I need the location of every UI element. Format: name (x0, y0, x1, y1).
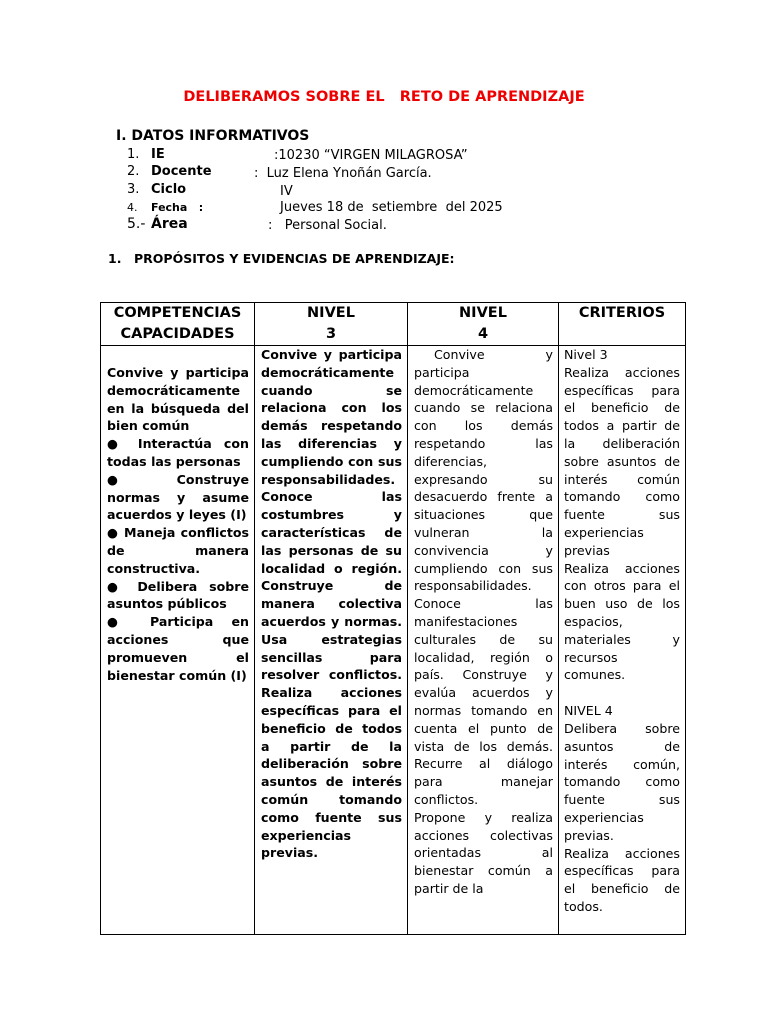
header-line: NIVEL (307, 305, 355, 321)
criterio-heading: Nivel 3 (564, 347, 608, 362)
criterio-text: Realiza acciones específicas para el beneficio de todos. (564, 845, 680, 914)
header-nivel-4 (408, 303, 559, 346)
capacidad-item: ● Participa en acciones que promueven el bienestar común (I) (107, 614, 249, 683)
info-number: 2. (127, 164, 140, 179)
section-propositos (108, 251, 455, 266)
section-label: PROPÓSITOS Y EVIDENCIAS DE APRENDIZAJE: (134, 251, 455, 266)
capacidad-item: ● Delibera sobre asuntos públicos (107, 578, 249, 612)
cell-criterios (559, 346, 686, 935)
competencia-text: Convive y participa democráticamente en la búsqueda del bien común (107, 365, 249, 434)
info-row-ciclo (127, 182, 186, 197)
section-datos-informativos: I. DATOS INFORMATIVOS (116, 128, 310, 144)
header-line: COMPETENCIAS (113, 305, 242, 321)
info-row-ie (127, 147, 165, 162)
header-competencias (101, 303, 255, 346)
criterio-text: Realiza acciones específicas para el beneficio de todos a partir de la deliberación sobre asuntos de interés común tomando como fuente sus experiencias previas (564, 364, 680, 558)
capacidad-item: ● Construye normas y asume acuerdos y leyes (I) (107, 471, 249, 523)
nivel-4-text: Propone y realiza acciones colectivas orientadas al bienestar común a partir de la (414, 809, 553, 896)
criterio-text: Delibera sobre asuntos de interés común, tomando como fuente sus experiencias previas. (564, 720, 680, 843)
header-line: NIVEL (459, 305, 507, 321)
info-row-fecha (127, 201, 203, 214)
cell-nivel-4 (408, 346, 559, 935)
header-line: 3 (325, 326, 337, 342)
page-title: DELIBERAMOS SOBRE EL RETO DE APRENDIZAJE (183, 89, 585, 105)
info-label: Ciclo (151, 182, 187, 197)
table-row (101, 346, 686, 935)
header-line: CAPACIDADES (120, 326, 235, 342)
info-value-ie: :10230 “VIRGEN MILAGROSA” (274, 148, 468, 163)
section-number: 1. (108, 251, 122, 266)
info-number: 1. (127, 147, 140, 162)
info-row-docente (127, 164, 212, 179)
capacidad-item: ● Interactúa con todas las personas (107, 436, 249, 469)
info-label: IE (151, 147, 165, 162)
info-value-ciclo: IV (280, 184, 293, 199)
info-number: 3. (127, 182, 140, 197)
info-label: Área (151, 216, 188, 232)
nivel-3-text: Convive y participa democráticamente cuando se relaciona con los demás respetando las diferencias y cumpliendo con sus responsabilidades. Conoce las costumbres y características de las personas de su localidad o región. Construye de manera colectiva acuerdos y normas. Usa estrategias sencillas para resolver conflictos. Realiza acciones específicas para el beneficio de todos a partir de la deliberación sobre asuntos de interés común tomando como fuente sus experiencias previas. (261, 347, 402, 861)
info-value-fecha: Jueves 18 de setiembre del 2025 (280, 200, 503, 215)
cell-competencias (101, 346, 255, 935)
table-header-row (101, 303, 686, 346)
criterio-text: Realiza acciones con otros para el buen uso de los espacios, materiales y recursos comunes. (564, 560, 680, 683)
info-value-area: : Personal Social. (268, 218, 387, 233)
nivel-4-text: Convive y participa democráticamente cuando se relaciona con los demás respetando las diferencias, expresando su desacuerdo frente a situaciones que vulneran la convivencia y cumpliendo con sus responsabilidades. Conoce las manifestaciones culturales de su localidad, región o país. Construye y evalúa acuerdos y normas tomando en cuenta el punto de vista de los demás. Recurre al diálogo para manejar conflictos. (414, 347, 553, 807)
info-number: 5.- (127, 216, 146, 232)
propositos-table (100, 302, 686, 935)
criterio-spacer (564, 684, 680, 702)
info-label: Docente (151, 164, 212, 179)
header-nivel-3 (255, 303, 408, 346)
info-number: 4. (127, 201, 138, 214)
header-line: CRITERIOS (578, 305, 666, 321)
criterio-heading: NIVEL 4 (564, 703, 613, 719)
info-row-area (127, 216, 188, 232)
cell-nivel-3 (255, 346, 408, 935)
info-label: Fecha : (151, 201, 204, 214)
header-line: 4 (477, 326, 489, 342)
header-criterios (559, 303, 686, 346)
info-value-docente: : Luz Elena Ynoñán García. (254, 166, 432, 181)
capacidad-item: ● Maneja conflictos de manera constructiva. (107, 525, 249, 576)
